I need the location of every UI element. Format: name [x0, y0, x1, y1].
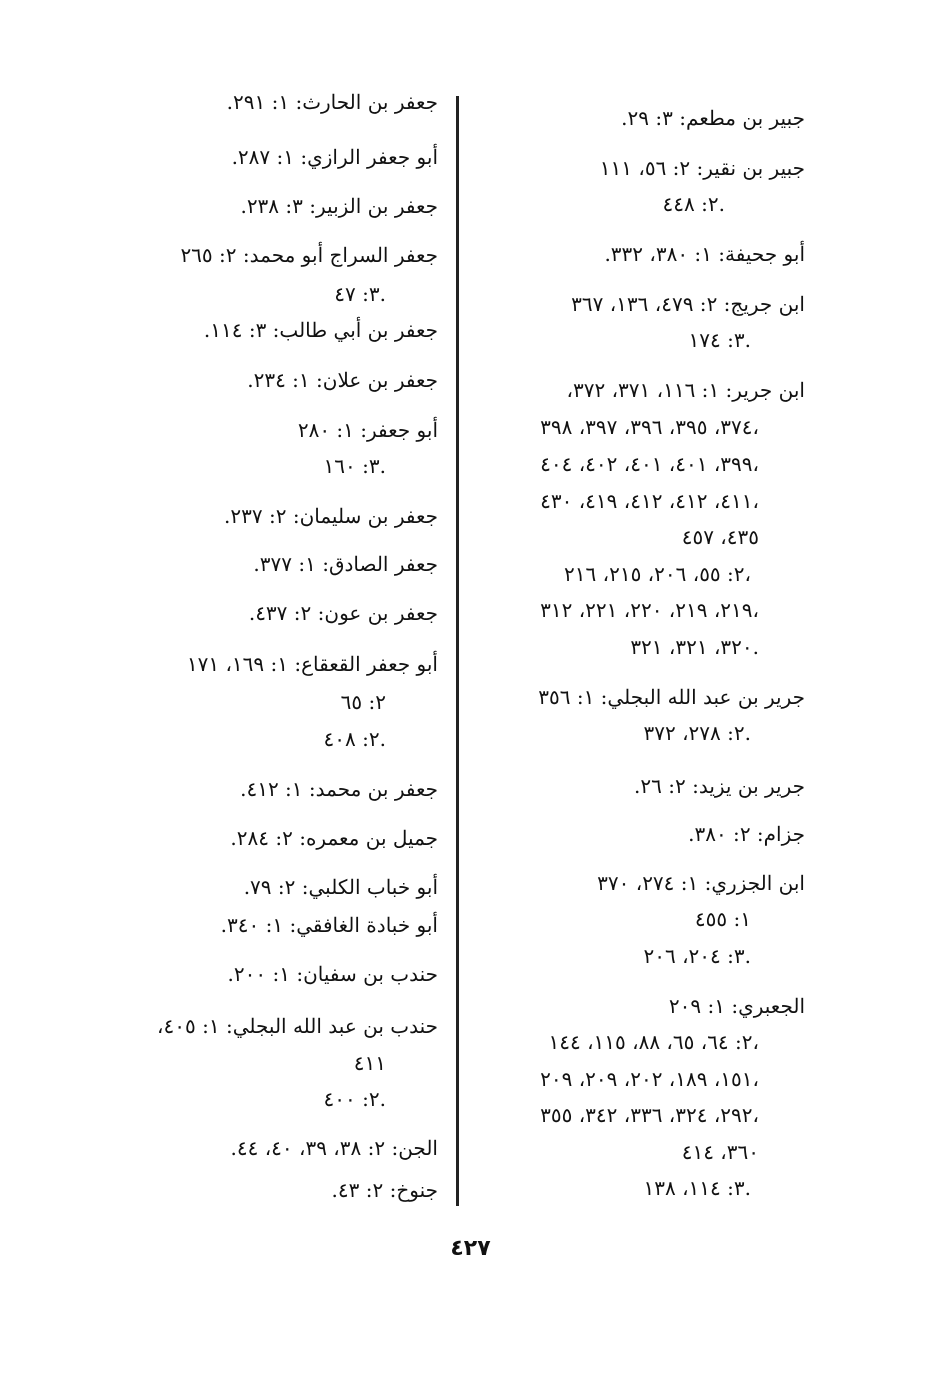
- index-entry-continuation: ٢١٩، ٢١٩، ٢٢٠، ٢٢١، ٣١٢،: [540, 598, 759, 622]
- index-entry: جبير بن نقير: ٢: ٥٦، ١١١: [599, 156, 805, 180]
- index-entry-continuation: ٢: ٦٥: [340, 690, 386, 714]
- index-entry-continuation: ٣: ١٦٠.: [323, 454, 386, 478]
- index-entry-continuation: ٢: ٢٧٨، ٣٧٢.: [643, 721, 751, 745]
- index-entry: جعفر بن أبي طالب: ٣: ١١٤.: [203, 318, 438, 342]
- index-entry-continuation: ٢: ٦٤، ٦٥، ٨٨، ١١٥، ١٤٤،: [548, 1030, 759, 1054]
- index-entry: الجن: ٢: ٣٨، ٣٩، ٤٠، ٤٤.: [230, 1136, 438, 1160]
- index-entry-continuation: ١: ٤٥٥: [694, 907, 751, 931]
- index-entry: جميل بن معمره: ٢: ٢٨٤.: [230, 826, 438, 850]
- index-entry-continuation: ٣: ٢٠٤، ٢٠٦.: [643, 944, 751, 968]
- index-entry-continuation: ٣٢٠، ٣٢١، ٣٢١.: [630, 635, 759, 659]
- index-entry: أبو خبادة الغافقي: ١: ٣٤٠.: [220, 913, 438, 937]
- index-entry: أبو جعفر: ١: ٢٨٠: [297, 418, 438, 442]
- index-entry: جعفر بن الزبير: ٣: ٢٣٨.: [240, 194, 438, 218]
- index-entry: جعفر السراج أبو محمد: ٢: ٢٦٥: [180, 243, 438, 267]
- index-entry: جعفر بن محمد: ١: ٤١٢.: [240, 777, 438, 801]
- index-entry: أبو جعفر القعقاع: ١: ١٦٩، ١٧١: [186, 652, 438, 676]
- index-entry-continuation: ٢: ٤٤٨.: [662, 192, 725, 216]
- index-entry: أبو جعفر الرازي: ١: ٢٨٧.: [231, 145, 438, 169]
- index-entry: جعفر بن الحارث: ١: ٢٩١.: [226, 90, 438, 114]
- index-entry: جعفر بن عون: ٢: ٤٣٧.: [248, 601, 438, 625]
- index-entry: جعفر الصادق: ١: ٣٧٧.: [253, 552, 438, 576]
- index-entry: جعفر بن علان: ١: ٢٣٤.: [247, 368, 438, 392]
- index-entry-continuation: ٤١١: [353, 1051, 386, 1075]
- index-entry-continuation: ٣٩٩، ٤٠١، ٤٠١، ٤٠٢، ٤٠٤،: [540, 452, 759, 476]
- column-divider: [456, 96, 459, 1206]
- index-entry-continuation: ٢: ٤٠٠.: [323, 1087, 386, 1111]
- index-entry-continuation: ٣: ٤٧.: [334, 282, 386, 306]
- index-entry: جبير بن مطعم: ٣: ٢٩.: [621, 106, 805, 130]
- index-entry-continuation: ٢: ٥٥، ٢٠٦، ٢١٥، ٢١٦،: [564, 562, 751, 586]
- index-entry: أبو جحيفة: ١: ٣٨٠، ٣٣٢.: [604, 242, 805, 266]
- index-entry-continuation: ٣٦٠، ٤١٤: [681, 1140, 759, 1164]
- index-entry: جرير بن يزيد: ٢: ٢٦.: [634, 774, 805, 798]
- page-number: ٤٢٧: [450, 1236, 491, 1261]
- index-entry-continuation: ٢٩٢، ٣٢٤، ٣٣٦، ٣٤٢، ٣٥٥،: [540, 1103, 759, 1127]
- index-entry: الجعبري: ١: ٢٠٩: [668, 994, 805, 1018]
- index-entry-continuation: ٤١١، ٤١٢، ٤١٢، ٤١٩، ٤٣٠،: [540, 489, 759, 513]
- index-entry: جعفر بن سليمان: ٢: ٢٣٧.: [224, 504, 438, 528]
- index-entry: ابن جريج: ٢: ٤٧٩، ١٣٦، ٣٦٧: [571, 292, 805, 316]
- index-entry: حندب بن عبد الله البجلي: ١: ٤٠٥،: [157, 1014, 438, 1038]
- index-entry: جنوخ: ٢: ٤٣.: [331, 1178, 438, 1202]
- index-entry: ابن جرير: ١: ١١٦، ٣٧١، ٣٧٢،: [566, 378, 805, 402]
- index-entry-continuation: ٣: ١٧٤.: [688, 328, 751, 352]
- index-entry: ابن الجزري: ١: ٢٧٤، ٣٧٠: [597, 871, 805, 895]
- index-entry-continuation: ٤٣٥، ٤٥٧: [681, 525, 759, 549]
- index-entry-continuation: ٣٧٤، ٣٩٥، ٣٩٦، ٣٩٧، ٣٩٨،: [540, 415, 759, 439]
- index-entry-continuation: ٣: ١١٤، ١٣٨.: [643, 1176, 751, 1200]
- index-entry: جرير بن عبد الله البجلي: ١: ٣٥٦: [538, 685, 805, 709]
- index-entry: جزام: ٢: ٣٨٠.: [688, 822, 805, 846]
- index-entry-continuation: ٢: ٤٠٨.: [323, 727, 386, 751]
- index-entry-continuation: ١٥١، ١٨٩، ٢٠٢، ٢٠٩، ٢٠٩،: [540, 1067, 759, 1091]
- index-entry: أبو خباب الكلبي: ٢: ٧٩.: [243, 875, 438, 899]
- index-entry: حندب بن سفيان: ١: ٢٠٠.: [227, 962, 438, 986]
